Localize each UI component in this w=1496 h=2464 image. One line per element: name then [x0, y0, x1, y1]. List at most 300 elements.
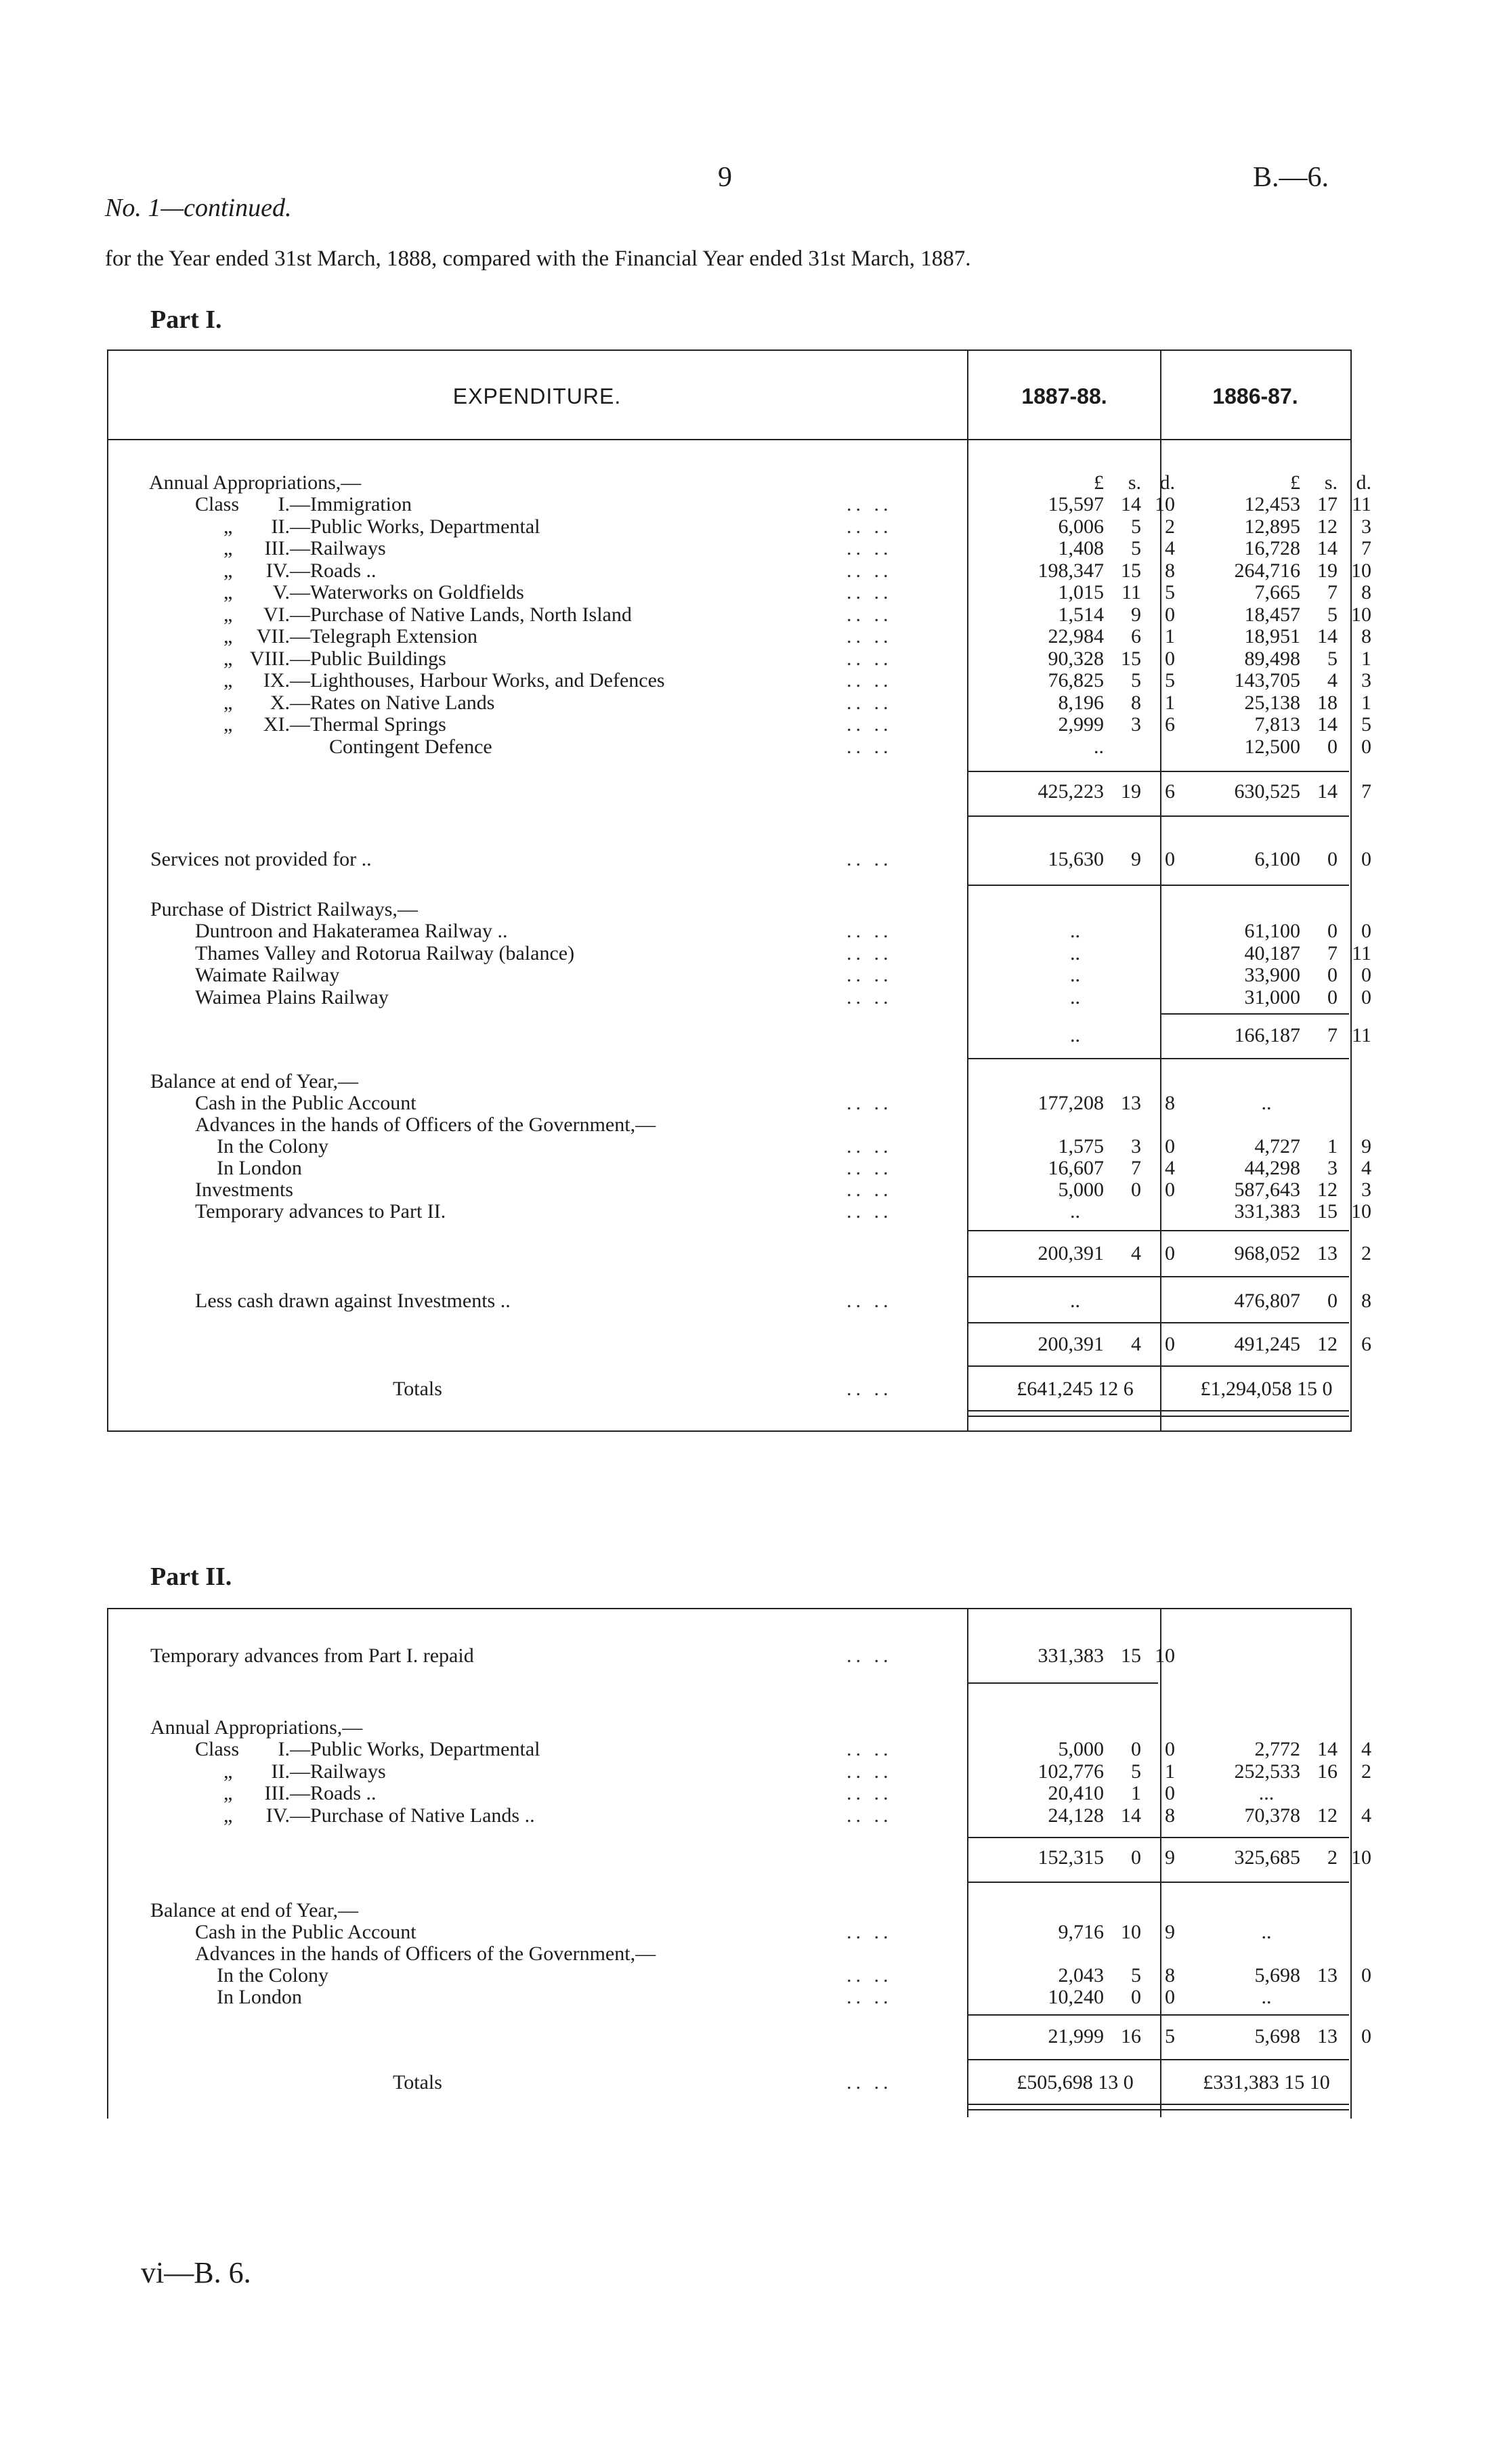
dot-leader: .. ..	[847, 1782, 893, 1804]
amount-placeholder: ...	[1258, 1782, 1275, 1804]
p2-advances-label: Advances in the hands of Officers of the Government,—	[195, 1942, 656, 1965]
dot-leader: .. ..	[847, 1135, 893, 1157]
amount-pounds: 6,006	[1058, 515, 1104, 538]
amount-shillings: 14	[1121, 493, 1141, 515]
amount-pounds: 7,813	[1254, 713, 1300, 736]
amount-pounds: 24,128	[1048, 1804, 1104, 1827]
amount-pounds: 331,383	[1038, 1644, 1104, 1667]
amount-shillings: 0	[1131, 1986, 1141, 2008]
amount-shillings: 13	[1317, 2025, 1338, 2047]
amount-pounds: 7,665	[1254, 581, 1300, 603]
amount-pence: 1	[1165, 625, 1175, 647]
amount-shillings: 5	[1327, 603, 1338, 626]
class-name: Contingent Defence	[329, 735, 492, 758]
amount-shillings: 9	[1131, 848, 1141, 870]
advances-label: Advances in the hands of Officers of the Government,—	[195, 1113, 656, 1136]
amount-shillings: 17	[1317, 493, 1338, 515]
class-number: X.	[270, 691, 290, 714]
p2-grand-total-1887: £505,698 13 0	[1017, 2071, 1134, 2094]
unit-1-l: £	[1094, 471, 1104, 494]
amount-pence: 8	[1165, 559, 1175, 582]
amount-pence: 9	[1361, 1135, 1371, 1157]
amount-shillings: 15	[1121, 647, 1141, 670]
amount-placeholder: ..	[1261, 1921, 1272, 1943]
amount-pounds: 252,533	[1234, 1760, 1300, 1783]
less-cash-label: Less cash drawn against Investments ..	[195, 1290, 511, 1312]
amount-pence: 3	[1361, 1178, 1371, 1201]
amount-shillings: 3	[1131, 1135, 1141, 1157]
amount-shillings: 1	[1327, 1135, 1338, 1157]
class-name: —Public Buildings	[290, 647, 446, 670]
class-prefix: „	[223, 559, 233, 582]
class-prefix: Class	[195, 493, 240, 515]
amount-shillings: 7	[1327, 941, 1338, 964]
dot-leader: .. ..	[847, 581, 893, 603]
dot-leader: .. ..	[847, 985, 893, 1008]
amount-pounds: 4,727	[1254, 1135, 1300, 1157]
dot-leader: .. ..	[847, 1760, 893, 1783]
dot-leader: .. ..	[847, 848, 893, 870]
amount-shillings: 16	[1121, 2025, 1141, 2047]
amount-pounds: 16,728	[1244, 537, 1300, 559]
amount-pence: 1	[1165, 691, 1175, 714]
amount-shillings: 12	[1317, 1178, 1338, 1201]
amount-pounds: 491,245	[1234, 1333, 1300, 1355]
amount-shillings: 14	[1317, 780, 1338, 803]
dot-leader: .. ..	[847, 1378, 893, 1400]
class-number: VIII.	[249, 647, 290, 670]
amount-pence: 8	[1361, 1290, 1371, 1312]
class-number: III.	[264, 1782, 290, 1804]
dot-leader: .. ..	[847, 1921, 893, 1943]
page-number: 9	[718, 162, 732, 193]
amount-pence: 0	[1361, 964, 1371, 986]
amount-pounds: 89,498	[1244, 647, 1300, 670]
class-prefix: „	[223, 691, 233, 714]
amount-shillings: 13	[1317, 1242, 1338, 1265]
part1-title: Part I.	[150, 305, 222, 334]
amount-pence: 0	[1165, 1242, 1175, 1265]
class-number: III.	[264, 537, 290, 559]
p2-annual-label: Annual Appropriations,—	[150, 1716, 363, 1739]
district-name: Thames Valley and Rotorua Railway (balance)	[195, 941, 575, 964]
footer-signature: vi—B. 6.	[141, 2256, 251, 2289]
london-label: In London	[217, 1157, 302, 1179]
amount-pence: 10	[1155, 1644, 1175, 1667]
class-prefix: „	[223, 581, 233, 603]
amount-pence: 6	[1165, 780, 1175, 803]
unit-2-s: s.	[1324, 471, 1338, 494]
rule	[967, 2059, 1349, 2060]
amount-pence: 5	[1165, 669, 1175, 692]
amount-shillings: 14	[1121, 1804, 1141, 1827]
amount-placeholder: ..	[1261, 1986, 1272, 2008]
double-rule-top	[967, 2104, 1349, 2105]
amount-pence: 0	[1361, 920, 1371, 942]
amount-pence: 8	[1165, 1964, 1175, 1987]
amount-shillings: 0	[1327, 920, 1338, 942]
amount-pounds: 70,378	[1244, 1804, 1300, 1827]
amount-shillings: 15	[1121, 1644, 1141, 1667]
amount-pence: 8	[1361, 625, 1371, 647]
amount-shillings: 0	[1131, 1846, 1141, 1869]
amount-shillings: 0	[1327, 735, 1338, 758]
amount-pounds: 2,999	[1058, 713, 1104, 736]
amount-pounds: 166,187	[1234, 1024, 1300, 1046]
balance-label: Balance at end of Year,—	[150, 1070, 359, 1092]
amount-pounds: 587,643	[1234, 1178, 1300, 1201]
amount-pence: 0	[1165, 848, 1175, 870]
amount-pence: 4	[1361, 1157, 1371, 1179]
amount-pence: 5	[1165, 2025, 1175, 2047]
rule	[967, 1230, 1349, 1231]
amount-pence: 4	[1165, 1157, 1175, 1179]
subtitle: for the Year ended 31st March, 1888, compared with the Financial Year ended 31st March, 1887.	[105, 247, 971, 271]
district-name: Waimate Railway	[195, 964, 340, 986]
class-name: —Immigration	[290, 493, 412, 515]
dot-leader: .. ..	[847, 920, 893, 942]
class-name: —Public Works, Departmental	[290, 1738, 540, 1760]
amount-placeholder: ..	[1070, 1200, 1080, 1223]
amount-placeholder: ..	[1070, 920, 1080, 942]
amount-pence: 11	[1352, 1024, 1371, 1046]
amount-pence: 2	[1361, 1760, 1371, 1783]
annual-appropriations-label: Annual Appropriations,—	[149, 471, 362, 494]
p2-grand-total-1886: £331,383 15 10	[1203, 2071, 1330, 2094]
amount-pounds: 90,328	[1048, 647, 1104, 670]
p2-col-divider-1	[967, 1608, 968, 2117]
amount-shillings: 0	[1327, 1290, 1338, 1312]
amount-placeholder: ..	[1070, 985, 1080, 1008]
temp-advances-label: Temporary advances to Part II.	[195, 1200, 446, 1223]
amount-pence: 0	[1361, 735, 1371, 758]
district-name: Waimea Plains Railway	[195, 985, 389, 1008]
class-prefix: „	[223, 669, 233, 692]
double-rule-bottom	[967, 1416, 1349, 1417]
amount-pounds: 177,208	[1038, 1092, 1104, 1114]
amount-shillings: 7	[1327, 581, 1338, 603]
amount-pounds: 1,408	[1058, 537, 1104, 559]
amount-shillings: 2	[1327, 1846, 1338, 1869]
class-name: —Roads ..	[290, 559, 377, 582]
amount-pence: 0	[1361, 848, 1371, 870]
services-label: Services not provided for ..	[150, 848, 372, 870]
col-header-expenditure: EXPENDITURE.	[452, 384, 622, 408]
class-name: —Railways	[290, 1760, 386, 1783]
amount-pence: 0	[1361, 985, 1371, 1008]
doc-reference: B.—6.	[1253, 162, 1329, 193]
dot-leader: .. ..	[847, 691, 893, 714]
amount-pence: 2	[1361, 1242, 1371, 1265]
amount-pounds: 18,951	[1244, 625, 1300, 647]
amount-pence: 10	[1351, 603, 1371, 626]
amount-pence: 7	[1361, 780, 1371, 803]
p2-colony-label: In the Colony	[217, 1964, 328, 1987]
rule	[967, 1365, 1349, 1367]
class-name: —Lighthouses, Harbour Works, and Defences	[290, 669, 665, 692]
amount-shillings: 1	[1131, 1782, 1141, 1804]
amount-placeholder: ..	[1070, 941, 1080, 964]
class-prefix: „	[223, 625, 233, 647]
amount-shillings: 3	[1327, 1157, 1338, 1179]
rule	[967, 1058, 1349, 1059]
amount-pounds: 20,410	[1048, 1782, 1104, 1804]
amount-shillings: 19	[1121, 780, 1141, 803]
amount-shillings: 9	[1131, 603, 1141, 626]
amount-pounds: 6,100	[1254, 848, 1300, 870]
dot-leader: .. ..	[847, 669, 893, 692]
amount-shillings: 5	[1327, 647, 1338, 670]
amount-pounds: 5,698	[1254, 2025, 1300, 2047]
temp-repaid-label: Temporary advances from Part I. repaid	[150, 1644, 474, 1667]
amount-pence: 1	[1361, 691, 1371, 714]
dot-leader: .. ..	[847, 2071, 893, 2094]
rule	[967, 1276, 1349, 1277]
amount-pounds: 200,391	[1038, 1242, 1104, 1265]
amount-shillings: 8	[1131, 691, 1141, 714]
investments-label: Investments	[195, 1178, 293, 1201]
amount-pounds: 22,984	[1048, 625, 1104, 647]
class-prefix: „	[223, 1760, 233, 1783]
amount-shillings: 0	[1131, 1178, 1141, 1201]
amount-pounds: 198,347	[1038, 559, 1104, 582]
amount-pounds: 476,807	[1234, 1290, 1300, 1312]
amount-pounds: 25,138	[1244, 691, 1300, 714]
amount-pence: 11	[1352, 493, 1371, 515]
amount-pounds: 2,772	[1254, 1738, 1300, 1760]
dot-leader: .. ..	[847, 1157, 893, 1179]
amount-shillings: 4	[1131, 1333, 1141, 1355]
grand-total-1887: £641,245 12 6	[1017, 1378, 1134, 1400]
class-prefix: „	[223, 713, 233, 736]
class-prefix: „	[223, 1782, 233, 1804]
dot-leader: .. ..	[847, 493, 893, 515]
amount-pounds: 968,052	[1234, 1242, 1300, 1265]
amount-pounds: 331,383	[1234, 1200, 1300, 1223]
amount-pounds: 18,457	[1244, 603, 1300, 626]
amount-pence: 0	[1361, 2025, 1371, 2047]
rule	[967, 885, 1349, 886]
class-number: II.	[271, 1760, 290, 1783]
amount-pounds: 5,000	[1058, 1738, 1104, 1760]
dot-leader: .. ..	[847, 515, 893, 538]
rule	[967, 2014, 1349, 2016]
amount-pence: 4	[1165, 537, 1175, 559]
amount-shillings: 14	[1317, 713, 1338, 736]
amount-pence: 5	[1361, 713, 1371, 736]
amount-shillings: 5	[1131, 537, 1141, 559]
amount-pounds: 5,000	[1058, 1178, 1104, 1201]
amount-pence: 3	[1361, 515, 1371, 538]
amount-pence: 1	[1165, 1760, 1175, 1783]
class-number: VII.	[256, 625, 290, 647]
amount-pounds: 1,575	[1058, 1135, 1104, 1157]
amount-shillings: 6	[1131, 625, 1141, 647]
class-prefix: „	[223, 515, 233, 538]
amount-pounds: 264,716	[1234, 559, 1300, 582]
dot-leader: .. ..	[847, 1644, 893, 1667]
amount-placeholder: ..	[1070, 964, 1080, 986]
amount-pence: 8	[1165, 1092, 1175, 1114]
amount-shillings: 14	[1317, 625, 1338, 647]
amount-shillings: 12	[1317, 515, 1338, 538]
amount-pence: 8	[1165, 1804, 1175, 1827]
amount-pence: 0	[1165, 1738, 1175, 1760]
rule	[967, 1682, 1158, 1684]
amount-pounds: 10,240	[1048, 1986, 1104, 2008]
p2-cash-label: Cash in the Public Account	[195, 1921, 416, 1943]
class-prefix: Class	[195, 1738, 240, 1760]
class-number: VI.	[263, 603, 290, 626]
amount-pounds: 12,895	[1244, 515, 1300, 538]
district-railways-label: Purchase of District Railways,—	[150, 898, 418, 920]
amount-pounds: 15,630	[1048, 848, 1104, 870]
amount-pounds: 12,500	[1244, 735, 1300, 758]
amount-pounds: 630,525	[1234, 780, 1300, 803]
dot-leader: .. ..	[847, 625, 893, 647]
p2-london-label: In London	[217, 1986, 302, 2008]
dot-leader: .. ..	[847, 713, 893, 736]
amount-shillings: 7	[1327, 1024, 1338, 1046]
amount-pence: 9	[1165, 1846, 1175, 1869]
class-name: —Thermal Springs	[290, 713, 446, 736]
class-name: —Purchase of Native Lands, North Island	[290, 603, 632, 626]
amount-shillings: 0	[1327, 964, 1338, 986]
amount-pounds: 102,776	[1038, 1760, 1104, 1783]
rule	[967, 815, 1349, 817]
amount-shillings: 0	[1327, 848, 1338, 870]
dot-leader: .. ..	[847, 1986, 893, 2008]
col-header-1887: 1887-88.	[1021, 384, 1107, 408]
dot-leader: .. ..	[847, 559, 893, 582]
amount-pounds: 31,000	[1244, 985, 1300, 1008]
amount-pence: 0	[1165, 1333, 1175, 1355]
amount-pence: 7	[1361, 537, 1371, 559]
amount-pence: 10	[1351, 1200, 1371, 1223]
double-rule-top	[967, 1410, 1349, 1411]
amount-shillings: 14	[1317, 537, 1338, 559]
dot-leader: .. ..	[847, 537, 893, 559]
class-number: V.	[272, 581, 290, 603]
rule	[967, 1322, 1349, 1323]
amount-pounds: 325,685	[1234, 1846, 1300, 1869]
amount-shillings: 5	[1131, 669, 1141, 692]
class-number: IV.	[265, 1804, 290, 1827]
amount-pence: 0	[1361, 1964, 1371, 1987]
amount-pence: 6	[1165, 713, 1175, 736]
amount-pence: 0	[1165, 1782, 1175, 1804]
dot-leader: .. ..	[847, 964, 893, 986]
amount-pence: 11	[1352, 941, 1371, 964]
class-number: IV.	[265, 559, 290, 582]
dot-leader: .. ..	[847, 647, 893, 670]
amount-pence: 9	[1165, 1921, 1175, 1943]
amount-shillings: 10	[1121, 1921, 1141, 1943]
amount-pence: 1	[1361, 647, 1371, 670]
amount-pence: 10	[1351, 559, 1371, 582]
amount-shillings: 4	[1327, 669, 1338, 692]
dot-leader: .. ..	[847, 1092, 893, 1114]
class-name: —Railways	[290, 537, 386, 559]
dot-leader: .. ..	[847, 1804, 893, 1827]
amount-pence: 8	[1361, 581, 1371, 603]
amount-pounds: 152,315	[1038, 1846, 1104, 1869]
continued-label: No. 1—continued.	[105, 194, 292, 222]
amount-shillings: 0	[1327, 985, 1338, 1008]
amount-shillings: 3	[1131, 713, 1141, 736]
class-name: —Public Works, Departmental	[290, 515, 540, 538]
amount-pounds: 1,015	[1058, 581, 1104, 603]
amount-pounds: 2,043	[1058, 1964, 1104, 1987]
amount-pence: 0	[1165, 647, 1175, 670]
amount-pounds: 5,698	[1254, 1964, 1300, 1987]
class-name: —Rates on Native Lands	[290, 691, 495, 714]
rule	[967, 1882, 1349, 1883]
amount-shillings: 0	[1131, 1738, 1141, 1760]
amount-shillings: 16	[1317, 1760, 1338, 1783]
class-name: —Waterworks on Goldfields	[290, 581, 524, 603]
amount-pounds: 21,999	[1048, 2025, 1104, 2047]
dot-leader: .. ..	[847, 735, 893, 758]
amount-pence: 2	[1165, 515, 1175, 538]
dot-leader: .. ..	[847, 1290, 893, 1312]
amount-shillings: 12	[1317, 1333, 1338, 1355]
amount-placeholder: ..	[1070, 1290, 1080, 1312]
amount-pounds: 12,453	[1244, 493, 1300, 515]
amount-pence: 4	[1361, 1804, 1371, 1827]
amount-pounds: 40,187	[1244, 941, 1300, 964]
header-divider	[107, 439, 1350, 440]
amount-shillings: 15	[1317, 1200, 1338, 1223]
dot-leader: .. ..	[847, 941, 893, 964]
class-prefix: „	[223, 1804, 233, 1827]
dot-leader: .. ..	[847, 1738, 893, 1760]
amount-pounds: 16,607	[1048, 1157, 1104, 1179]
dot-leader: .. ..	[847, 1964, 893, 1987]
rule	[967, 1837, 1349, 1838]
amount-pounds: 8,196	[1058, 691, 1104, 714]
grand-total-1886: £1,294,058 15 0	[1200, 1378, 1333, 1400]
amount-shillings: 7	[1131, 1157, 1141, 1179]
amount-pence: 6	[1361, 1333, 1371, 1355]
amount-shillings: 5	[1131, 1964, 1141, 1987]
amount-placeholder: ..	[1070, 1024, 1080, 1046]
class-name: —Telegraph Extension	[290, 625, 477, 647]
part2-title: Part II.	[150, 1563, 232, 1591]
amount-shillings: 11	[1121, 581, 1141, 603]
colony-label: In the Colony	[217, 1135, 328, 1157]
p2-balance-label: Balance at end of Year,—	[150, 1899, 359, 1921]
amount-pounds: 33,900	[1244, 964, 1300, 986]
class-name: —Roads ..	[290, 1782, 377, 1804]
unit-2-l: £	[1290, 471, 1300, 494]
amount-pence: 4	[1361, 1738, 1371, 1760]
amount-pounds: 1,514	[1058, 603, 1104, 626]
subtotal-rule	[967, 771, 1349, 772]
class-prefix: „	[223, 537, 233, 559]
class-number: XI.	[263, 713, 290, 736]
amount-shillings: 12	[1317, 1804, 1338, 1827]
amount-pence: 0	[1165, 1986, 1175, 2008]
double-rule-bottom	[967, 2109, 1349, 2110]
col-header-1886: 1886-87.	[1212, 384, 1298, 408]
amount-pence: 0	[1165, 1178, 1175, 1201]
amount-pounds: 9,716	[1058, 1921, 1104, 1943]
dot-leader: .. ..	[847, 1178, 893, 1201]
unit-1-d: d.	[1159, 471, 1175, 494]
district-name: Duntroon and Hakateramea Railway ..	[195, 920, 508, 942]
amount-shillings: 19	[1317, 559, 1338, 582]
